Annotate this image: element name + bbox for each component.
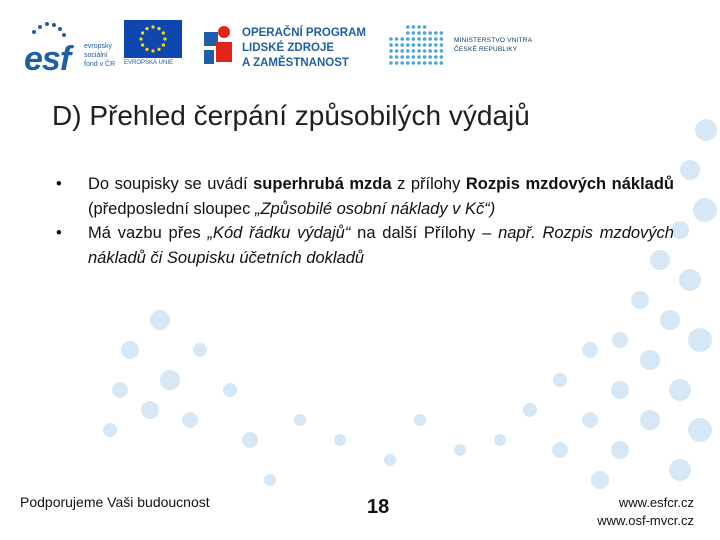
decor-dot <box>695 119 717 141</box>
decor-dot <box>384 454 396 466</box>
mv-dot-icon <box>417 55 421 59</box>
bullet-text <box>88 175 674 218</box>
mv-dot-icon <box>395 55 399 59</box>
decor-dot <box>454 444 466 456</box>
footer-slogan: Podporujeme Vaši budoucnost <box>20 494 210 510</box>
eu-star-icon <box>157 48 160 51</box>
mv-logo-line: ČESKÉ REPUBLIKY <box>454 46 518 53</box>
eu-star-icon <box>163 37 166 40</box>
op-lzz-logo <box>204 20 364 72</box>
bullet-item <box>56 221 674 270</box>
decor-dot <box>679 269 701 291</box>
decor-dot <box>640 350 660 370</box>
decor-dot <box>680 160 700 180</box>
decor-dot <box>688 328 712 352</box>
decor-dot <box>121 341 139 359</box>
page-number: 18 <box>367 496 390 518</box>
mv-dot-icon <box>389 49 393 53</box>
eu-star-icon <box>141 43 144 46</box>
mv-dot-icon <box>406 43 410 47</box>
eu-flag-icon <box>124 20 182 58</box>
bullet-text-run: superhrubá mzda <box>253 175 392 193</box>
decor-dot <box>523 403 537 417</box>
bullet-text-run: z přílohy <box>391 175 466 193</box>
decor-dot <box>669 379 691 401</box>
decor-dot <box>112 382 128 398</box>
decor-dot <box>494 434 506 446</box>
mv-dot-icon <box>423 43 427 47</box>
mv-dot-icon <box>423 25 427 29</box>
mv-dot-icon <box>428 43 432 47</box>
decor-dot <box>612 332 628 348</box>
eu-star-icon <box>162 43 165 46</box>
decor-dot <box>611 441 629 459</box>
mv-dot-icon <box>440 49 444 53</box>
esf-logo <box>24 20 120 78</box>
footer-link[interactable]: www.osf-mvcr.cz <box>597 513 694 528</box>
decor-dot <box>669 459 691 481</box>
mv-dot-icon <box>412 25 416 29</box>
mv-dot-icon <box>412 61 416 65</box>
mv-logo-text <box>454 36 532 54</box>
esf-caption-line: fond v ČR <box>84 61 116 68</box>
mv-dot-icon <box>428 61 432 65</box>
decor-dot <box>141 401 159 419</box>
eu-star-icon <box>145 27 148 30</box>
mv-logo-line: MINISTERSTVO VNITRA <box>454 37 533 44</box>
mv-dot-icon <box>440 31 444 35</box>
decor-dot <box>631 291 649 309</box>
decor-dot <box>150 310 170 330</box>
decor-dot <box>334 434 346 446</box>
footer-links <box>597 494 694 530</box>
mv-dot-icon <box>406 25 410 29</box>
bullet-marker: • <box>56 175 62 193</box>
slide-title: D) Přehled čerpání způsobilých výdajů <box>52 100 530 131</box>
mv-dot-icon <box>417 49 421 53</box>
op-logo-line: LIDSKÉ ZDROJE <box>242 42 335 54</box>
mv-dot-icon <box>417 31 421 35</box>
eu-caption: EVROPSKÁ UNIE <box>124 60 174 66</box>
bullet-text-run: na další Přílohy – <box>350 224 499 242</box>
mv-dot-icon <box>428 55 432 59</box>
op-person-icon <box>204 24 236 68</box>
mv-dot-icon <box>389 43 393 47</box>
decor-dot <box>223 383 237 397</box>
mv-dot-grid-icon <box>388 24 446 66</box>
mv-dot-icon <box>412 31 416 35</box>
mv-dot-icon <box>389 37 393 41</box>
bullet-text-run: Rozpis mzdových nákladů <box>465 175 674 193</box>
mv-dot-icon <box>395 37 399 41</box>
decor-dot <box>414 414 426 426</box>
footer-link[interactable]: www.esfcr.cz <box>618 495 694 510</box>
mv-dot-icon <box>412 43 416 47</box>
mv-dot-icon <box>389 55 393 59</box>
eu-star-icon <box>157 27 160 30</box>
bullet-list <box>56 172 674 270</box>
bullet-item <box>56 172 674 221</box>
mv-dot-icon <box>423 61 427 65</box>
decor-dot <box>640 410 660 430</box>
mv-dot-icon <box>417 61 421 65</box>
op-logo-line: OPERAČNÍ PROGRAM <box>242 27 366 39</box>
mv-dot-icon <box>389 61 393 65</box>
mv-dot-icon <box>434 55 438 59</box>
decor-dot <box>264 474 276 486</box>
esf-wordmark: esf <box>24 40 71 78</box>
bullet-text-run: Má vazbu přes <box>88 224 208 242</box>
mv-dot-icon <box>423 49 427 53</box>
mv-dot-icon <box>423 31 427 35</box>
mv-dot-icon <box>395 61 399 65</box>
decor-dot <box>294 414 306 426</box>
bullet-text-run: „Způsobilé osobní náklady v Kč“) <box>254 199 496 218</box>
mv-dot-icon <box>406 49 410 53</box>
decor-dot <box>182 412 198 428</box>
decor-dot <box>582 342 598 358</box>
esf-caption <box>84 42 124 69</box>
mv-dot-icon <box>440 37 444 41</box>
bullet-text-run: např. Rozpis mzdových nákladů či Soupisku účetních dokladů <box>88 224 674 267</box>
mv-dot-icon <box>406 61 410 65</box>
bullet-text-run: „Kód řádku výdajů“ <box>207 224 351 242</box>
decor-dot <box>553 373 567 387</box>
mv-dot-icon <box>417 43 421 47</box>
decor-dot <box>582 412 598 428</box>
mv-dot-icon <box>412 37 416 41</box>
mv-cr-logo <box>388 24 568 68</box>
decor-dot <box>693 198 717 222</box>
mv-dot-icon <box>423 55 427 59</box>
bullet-marker: • <box>56 224 62 242</box>
mv-dot-icon <box>406 55 410 59</box>
mv-dot-icon <box>400 49 404 53</box>
mv-dot-icon <box>434 43 438 47</box>
esf-caption-line: sociální <box>84 52 108 59</box>
op-logo-text <box>242 26 366 71</box>
mv-dot-icon <box>440 61 444 65</box>
mv-dot-icon <box>395 49 399 53</box>
eu-star-icon <box>139 37 142 40</box>
decor-dot <box>193 343 207 357</box>
mv-dot-icon <box>428 31 432 35</box>
mv-dot-icon <box>412 49 416 53</box>
eu-star-icon <box>151 49 154 52</box>
decor-dot <box>611 381 629 399</box>
eu-star-icon <box>145 48 148 51</box>
mv-dot-icon <box>406 31 410 35</box>
bullet-text <box>88 224 674 267</box>
mv-dot-icon <box>400 55 404 59</box>
bullet-text-run: (předposlední sloupec <box>88 199 255 218</box>
mv-dot-icon <box>400 61 404 65</box>
mv-dot-icon <box>434 49 438 53</box>
mv-dot-icon <box>400 43 404 47</box>
mv-dot-icon <box>423 37 427 41</box>
op-logo-line: A ZAMĚSTNANOST <box>242 57 349 69</box>
mv-dot-icon <box>395 43 399 47</box>
esf-caption-line: evropský <box>84 43 113 50</box>
decor-dot <box>552 442 568 458</box>
mv-dot-icon <box>440 43 444 47</box>
mv-dot-icon <box>434 61 438 65</box>
decor-dot <box>591 471 609 489</box>
mv-dot-icon <box>434 37 438 41</box>
decor-dot <box>160 370 180 390</box>
mv-dot-icon <box>400 37 404 41</box>
mv-dot-icon <box>434 31 438 35</box>
bullet-text-run: Do soupisky se uvádí <box>88 175 254 193</box>
mv-dot-icon <box>417 37 421 41</box>
mv-dot-icon <box>406 37 410 41</box>
mv-dot-icon <box>428 49 432 53</box>
mv-dot-icon <box>417 25 421 29</box>
decor-dot <box>688 418 712 442</box>
decor-dot <box>242 432 258 448</box>
eu-star-icon <box>162 31 165 34</box>
mv-dot-icon <box>440 55 444 59</box>
eu-star-icon <box>141 31 144 34</box>
mv-dot-icon <box>428 37 432 41</box>
decor-dot <box>103 423 117 437</box>
mv-dot-icon <box>412 55 416 59</box>
decor-dot <box>660 310 680 330</box>
esf-stars-icon <box>28 20 68 40</box>
eu-star-icon <box>151 25 154 28</box>
